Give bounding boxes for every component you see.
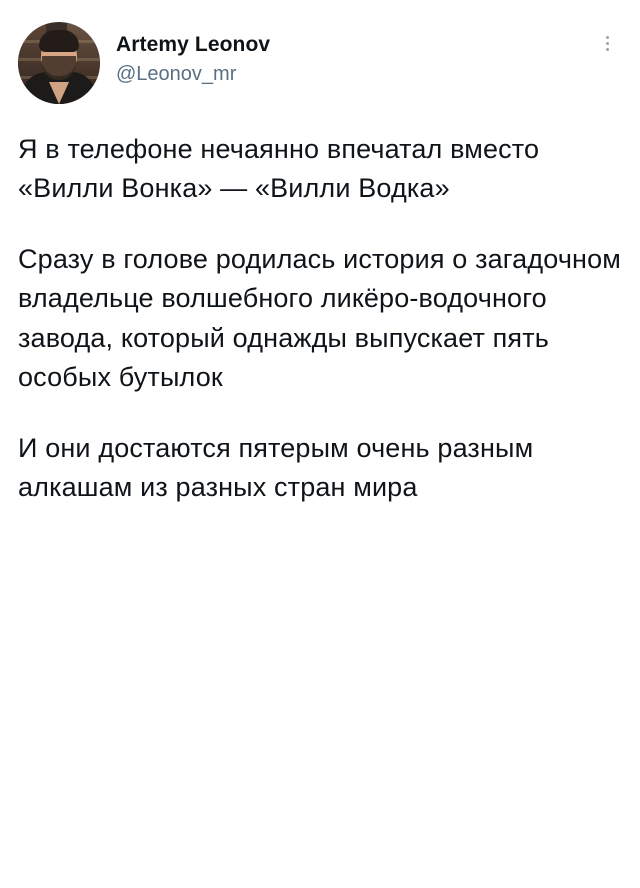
author-handle[interactable]: @Leonov_mr — [116, 63, 237, 86]
more-dot — [606, 42, 609, 45]
more-dot — [606, 48, 609, 51]
more-dot — [606, 36, 609, 39]
tweet-paragraph: И они достаются пятерым очень разным алкашам из разных стран мира — [18, 432, 541, 502]
tweet-text — [18, 130, 629, 507]
author-display-name[interactable]: Artemy Leonov — [116, 33, 271, 56]
more-options-icon[interactable] — [596, 30, 618, 56]
tweet-paragraph: Я в телефоне нечаянно впечатал вместо «Вилли Вонка» — «Вилли Водка» — [18, 134, 547, 204]
tweet-paragraph: Сразу в голове родилась история о загадочном владельце волшебного ликёро-водочного завода, который однажды выпускает пять особых бутылок — [18, 244, 629, 392]
tweet-header — [18, 22, 622, 104]
author-names — [116, 22, 270, 87]
avatar[interactable] — [18, 22, 100, 104]
avatar-person-hair — [39, 30, 79, 52]
